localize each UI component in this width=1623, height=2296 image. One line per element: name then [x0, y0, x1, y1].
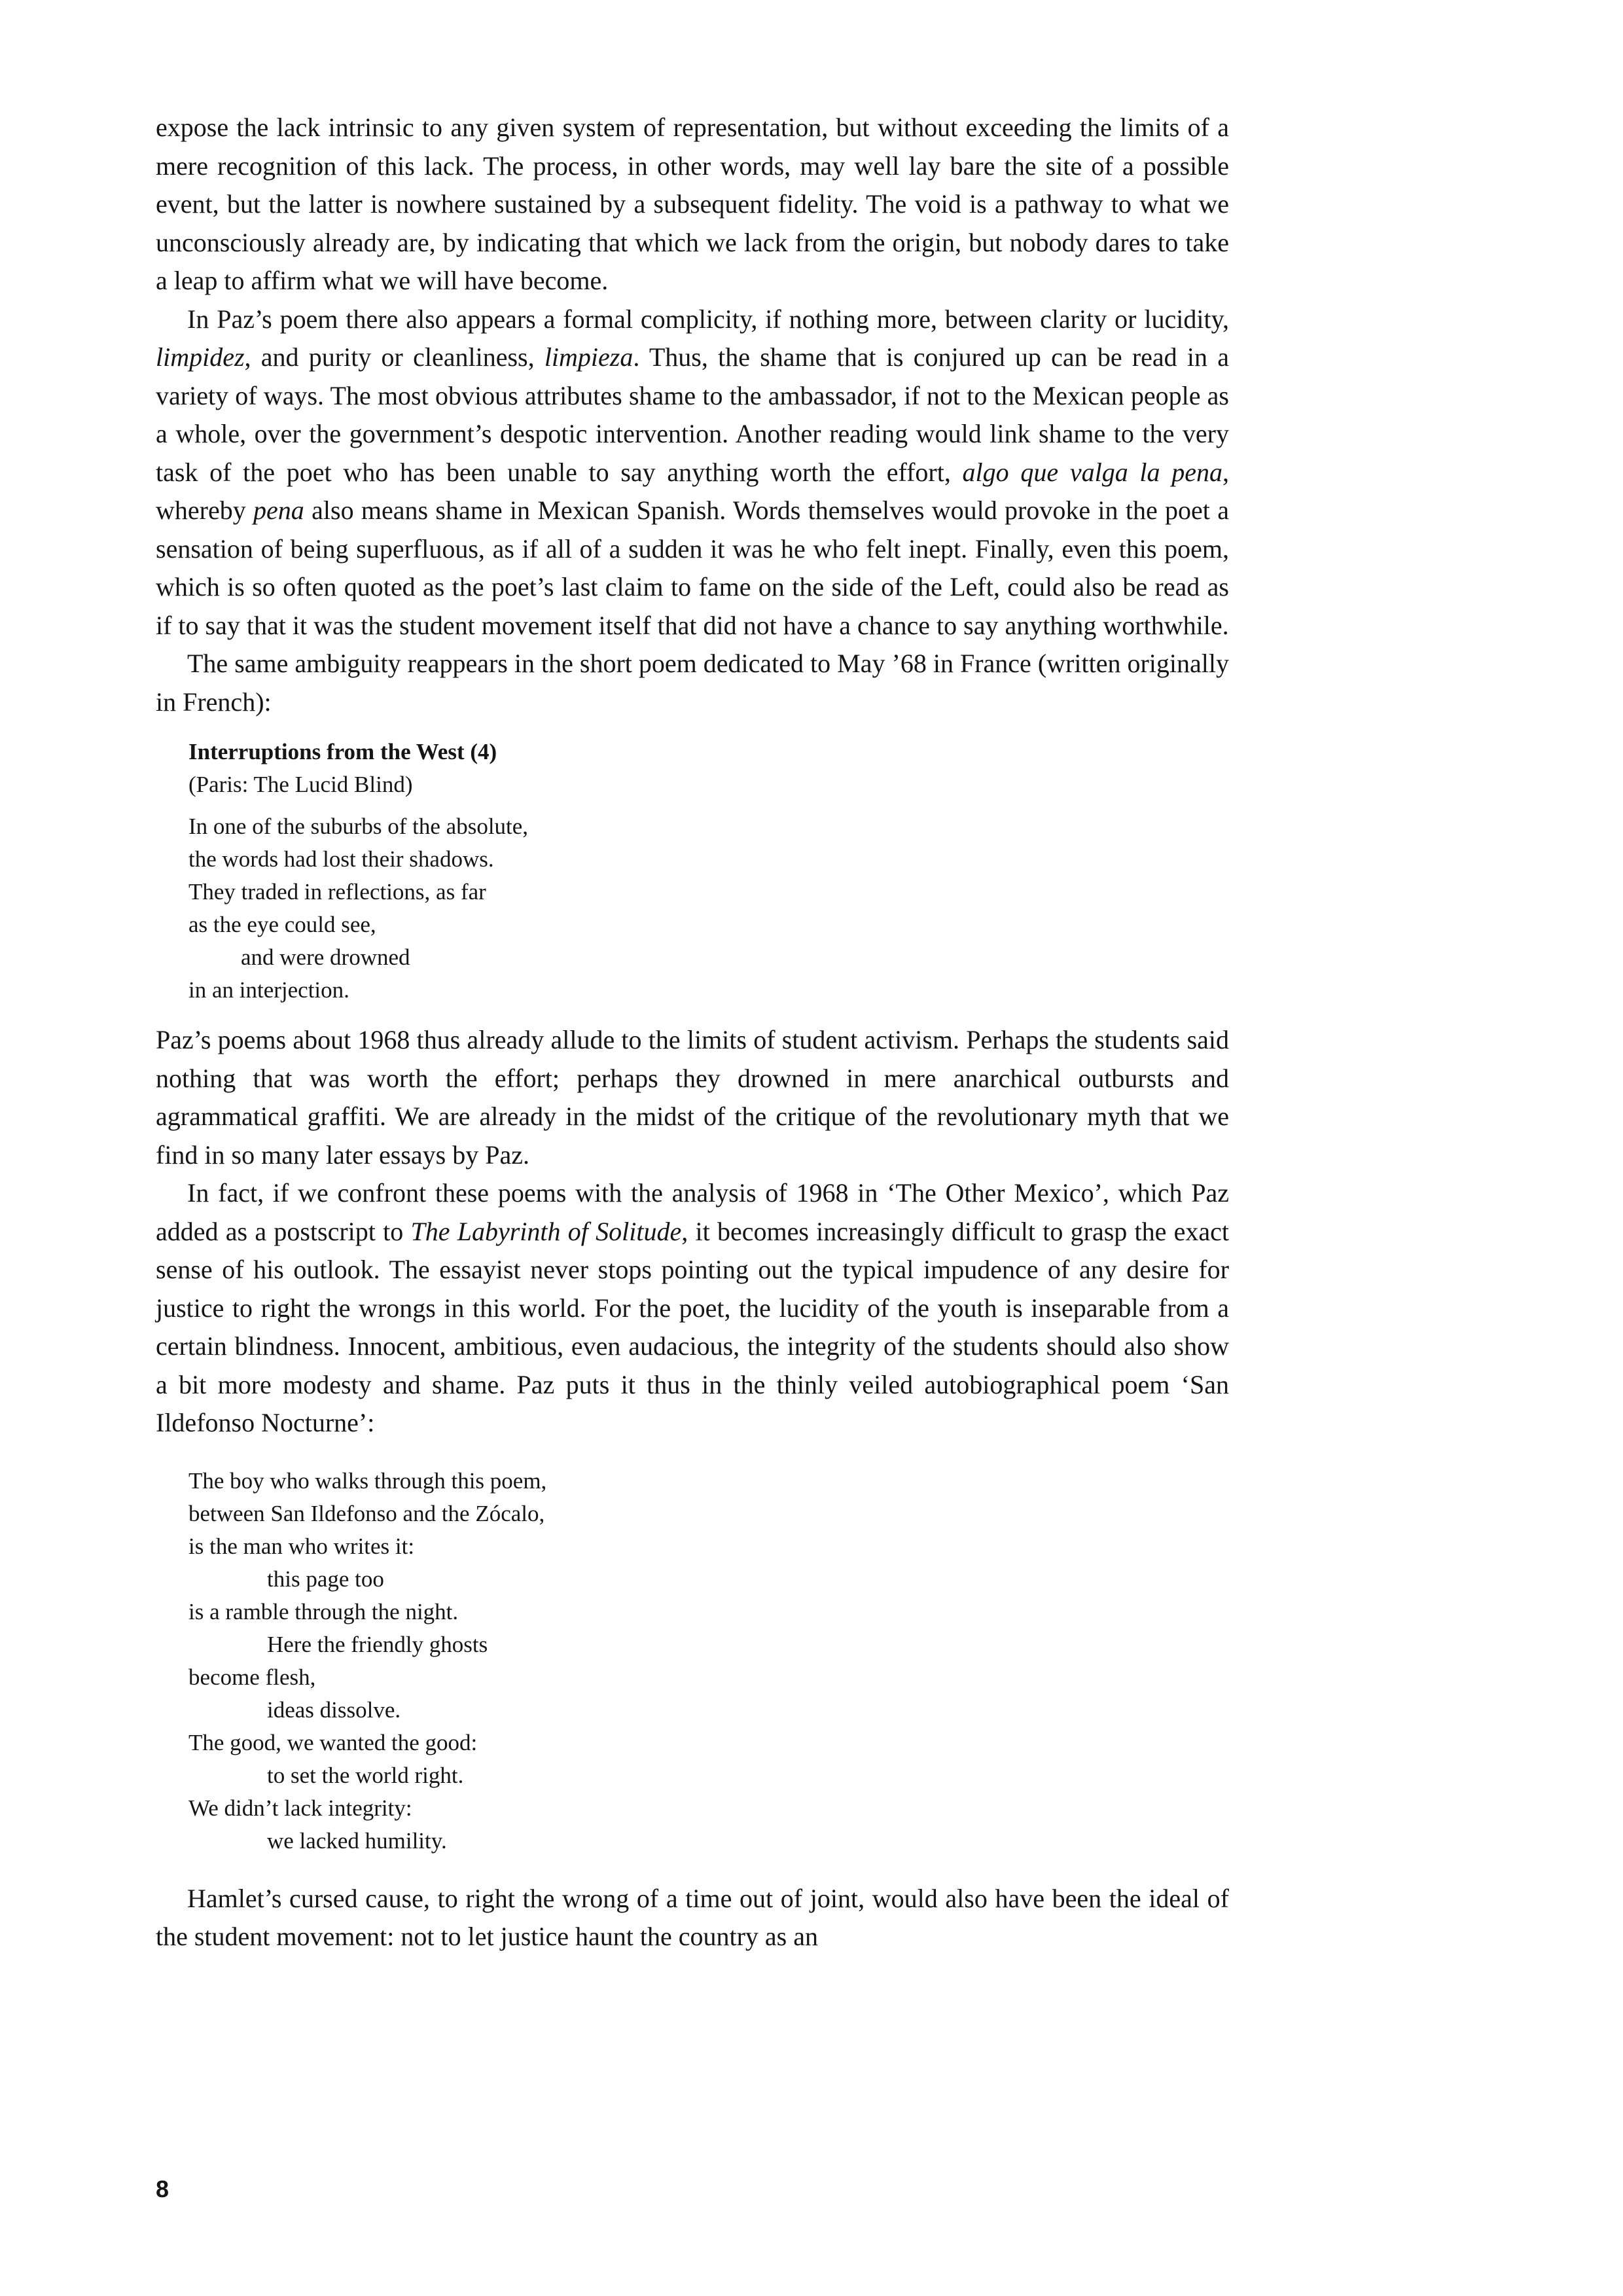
poem-2-line: between San Ildefonso and the Zócalo, — [188, 1500, 545, 1526]
paragraph-2-text-2: , and purity or cleanliness, — [244, 342, 544, 372]
paragraph-3: The same ambiguity reappears in the short poem dedicated to May ’68 in France (written originally in French): — [156, 649, 1229, 717]
paragraph-2-text-5: also means shame in Mexican Spanish. Words themselves would provoke in the poet a sensation of being superfluous, as if all of a sudden it was he who felt inept. Finally, even this poem, which is so often quoted as the poet’s last claim to fame on the side of the Left, could also be read as if to say that it was the student movement itself that did not have a chance to say anything worthwhile. — [156, 495, 1230, 640]
paragraph-1: expose the lack intrinsic to any given system of representation, but without exceeding the limits of a mere recognition of this lack. The process, in other words, may well lay bare the site of a possible event, but the latter is nowhere sustained by a subsequent fidelity. The void is a pathway to what we unconsciously already are, by indicating that which we lack from the origin, but nobody dares to take a leap to affirm what we will have become. — [156, 113, 1229, 295]
paragraph-2-text-3: . Thus, the shame that is conjured up can be read in a variety of ways. The most obvious attributes shame to the ambassador, if not to the Mexican people as a whole, over the government’s despotic intervention. Another reading would link shame to the very task of the poet who has been unable to say anything worth the effort, — [156, 342, 1230, 487]
poem-interruptions-from-the-west — [188, 736, 1229, 1007]
poem-1-line: as the eye could see, — [188, 912, 376, 937]
poem-2-line: Here the friendly ghosts — [267, 1631, 488, 1657]
paragraph-5-text-1: In fact, if we confront these poems with the analysis of 1968 in ‘The Other Mexico’, which Paz added as a postscript to — [156, 1178, 1229, 1246]
poem-2-line: The good, we wanted the good: — [188, 1729, 478, 1755]
poem-1-title: Interruptions from the West (4) — [188, 739, 497, 764]
paragraph-6: Hamlet’s cursed cause, to right the wrong of a time out of joint, would also have been the ideal of the student movement: not to let justice haunt the country as an — [156, 1883, 1229, 1951]
paragraph-2-text-4: , whereby — [156, 457, 1230, 525]
paragraph-2-italic-limpieza: limpieza — [544, 342, 633, 372]
poem-2-line: this page too — [267, 1566, 384, 1592]
paragraph-2-italic-algo-que-valga: algo que valga la pena — [962, 457, 1223, 487]
poem-2-line: We didn’t lack integrity: — [188, 1795, 412, 1821]
poem-1-line: in an interjection. — [188, 977, 349, 1003]
poem-2-line: is a ramble through the night. — [188, 1598, 459, 1624]
poem-1-line: In one of the suburbs of the absolute, — [188, 814, 529, 839]
paragraph-2-italic-pena: pena — [253, 495, 304, 525]
page-body — [156, 109, 1229, 1956]
paragraph-2 — [156, 300, 1229, 645]
poem-2-line: become flesh, — [188, 1664, 316, 1690]
poem-1-line: They traded in reflections, as far — [188, 879, 486, 905]
poem-1-line: and were drowned — [241, 944, 410, 970]
poem-san-ildefonso-nocturne — [188, 1465, 1229, 1857]
poem-2-line: ideas dissolve. — [267, 1696, 401, 1723]
poem-1-line: the words had lost their shadows. — [188, 846, 494, 872]
paragraph-4: Paz’s poems about 1968 thus already allude to the limits of student activism. Perhaps the students said nothing that was worth the effort; perhaps they drowned in mere anarchical outbursts and agrammatical graffiti. We are already in the midst of the critique of the revolutionary myth that we find in so many later essays by Paz. — [156, 1025, 1229, 1170]
paragraph-5 — [156, 1174, 1229, 1443]
poem-2-line: The boy who walks through this poem, — [188, 1467, 547, 1494]
page-number: 8 — [156, 2176, 169, 2202]
poem-2-line: we lacked humility. — [267, 1827, 447, 1854]
poem-2-line: is the man who writes it: — [188, 1533, 415, 1559]
paragraph-2-text-1: In Paz’s poem there also appears a formal complicity, if nothing more, between clarity or lucidity, — [187, 304, 1229, 334]
poem-1-subtitle: (Paris: The Lucid Blind) — [188, 772, 413, 797]
paragraph-5-text-2: , it becomes increasingly difficult to grasp the exact sense of his outlook. The essayist never stops pointing out the typical impudence of any desire for justice to right the wrongs in this world. For the poet, the lucidity of the youth is inseparable from a certain blindness. Innocent, ambitious, even audacious, the integrity of the students should also show a bit more modesty and shame. Paz puts it thus in the thinly veiled autobiographical poem ‘San Ildefonso Nocturne’: — [156, 1216, 1229, 1437]
poem-2-line: to set the world right. — [267, 1762, 464, 1788]
paragraph-2-italic-limpidez: limpidez — [156, 342, 245, 372]
paragraph-5-italic-labyrinth-of-solitude: The Labyrinth of Solitude — [410, 1216, 682, 1246]
